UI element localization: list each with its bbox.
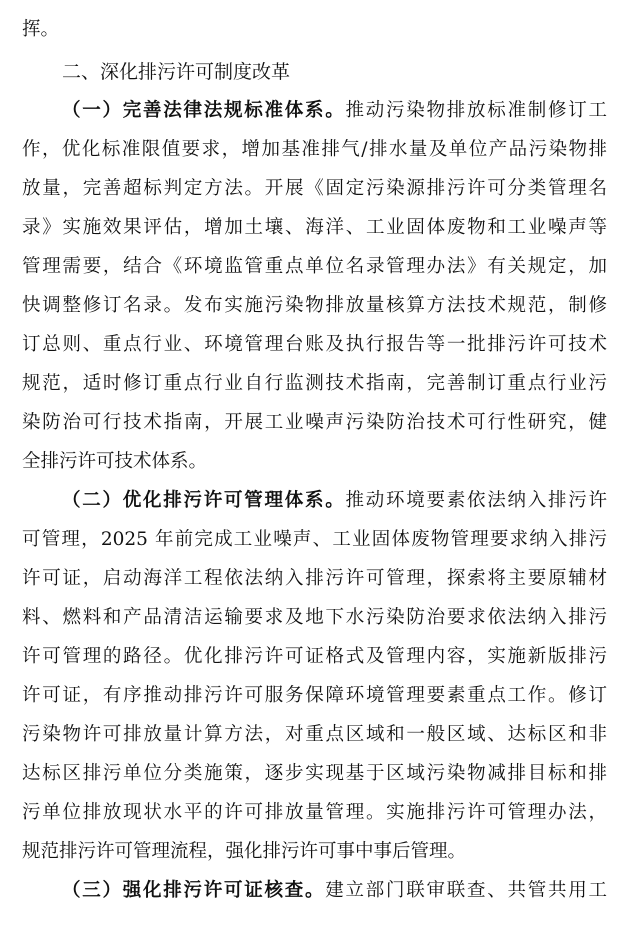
paragraph-3-line: 建立部门联审联查、共管共用工 (325, 880, 607, 901)
paragraph-1-line: 订总则、重点行业、环境管理台账及执行报告等一批排污许可技术 (22, 334, 607, 355)
paragraph-2-line: 许可证，启动海洋工程依法纳入排污许可管理，探索将主要原辅材 (22, 568, 607, 589)
paragraph-1-line: 录》实施效果评估，增加土壤、海洋、工业固体废物和工业噪声等 (22, 217, 607, 238)
section-heading: 二、深化排污许可制度改革 (62, 61, 291, 83)
paragraph-3-first-line (62, 879, 607, 903)
paragraph-1-line: 作，优化标准限值要求，增加基准排气/排水量及单位产品污染物排 (22, 139, 607, 160)
paragraph-2-line: 规范排污许可管理流程，强化排污许可事中事后管理。 (22, 841, 467, 862)
paragraph-2-line: 可管理，2025 年前完成工业噪声、工业固体废物管理要求纳入排污 (22, 529, 607, 550)
paragraph-2-line: 污单位排放现状水平的许可排放量管理。实施排污许可管理办法， (22, 802, 607, 823)
paragraph-2-title: （二）优化排污许可管理体系。 (62, 490, 346, 511)
paragraph-3-title: （三）强化排污许可证核查。 (62, 880, 326, 901)
paragraph-1-line: 染防治可行技术指南，开展工业噪声污染防治技术可行性研究，健 (22, 412, 607, 433)
paragraph-2-line: 料、燃料和产品清洁运输要求及地下水污染防治要求依法纳入排污 (22, 607, 607, 628)
paragraph-1-line: 快调整修订名录。发布实施污染物排放量核算方法技术规范，制修 (22, 295, 607, 316)
paragraph-2-line: 许可证，有序推动排污许可服务保障环境管理要素重点工作。修订 (22, 685, 607, 706)
paragraph-2-line: 推动环境要素依法纳入排污许 (345, 490, 607, 511)
paragraph-1-line: 全排污许可技术体系。 (22, 451, 208, 472)
paragraph-1-title: （一）完善法律法规标准体系。 (62, 100, 346, 121)
paragraph-1-line: 规范，适时修订重点行业自行监测技术指南，完善制订重点行业污 (22, 373, 607, 394)
paragraph-1-line: 推动污染物排放标准制修订工 (345, 100, 607, 121)
paragraph-2-line: 污染物许可排放量计算方法，对重点区域和一般区域、达标区和非 (22, 724, 607, 745)
paragraph-1-first-line (62, 99, 607, 123)
paragraph-1-line: 管理需要，结合《环境监管重点单位名录管理办法》有关规定，加 (22, 256, 607, 277)
continuation-text: 挥。 (22, 19, 60, 40)
paragraph-2-first-line (62, 489, 607, 513)
paragraph-1-line: 放量，完善超标判定方法。开展《固定污染源排污许可分类管理名 (22, 178, 607, 199)
paragraph-2-line: 许可管理的路径。优化排污许可证格式及管理内容，实施新版排污 (22, 646, 607, 667)
paragraph-2-line: 达标区排污单位分类施策，逐步实现基于区域污染物减排目标和排 (22, 763, 607, 784)
